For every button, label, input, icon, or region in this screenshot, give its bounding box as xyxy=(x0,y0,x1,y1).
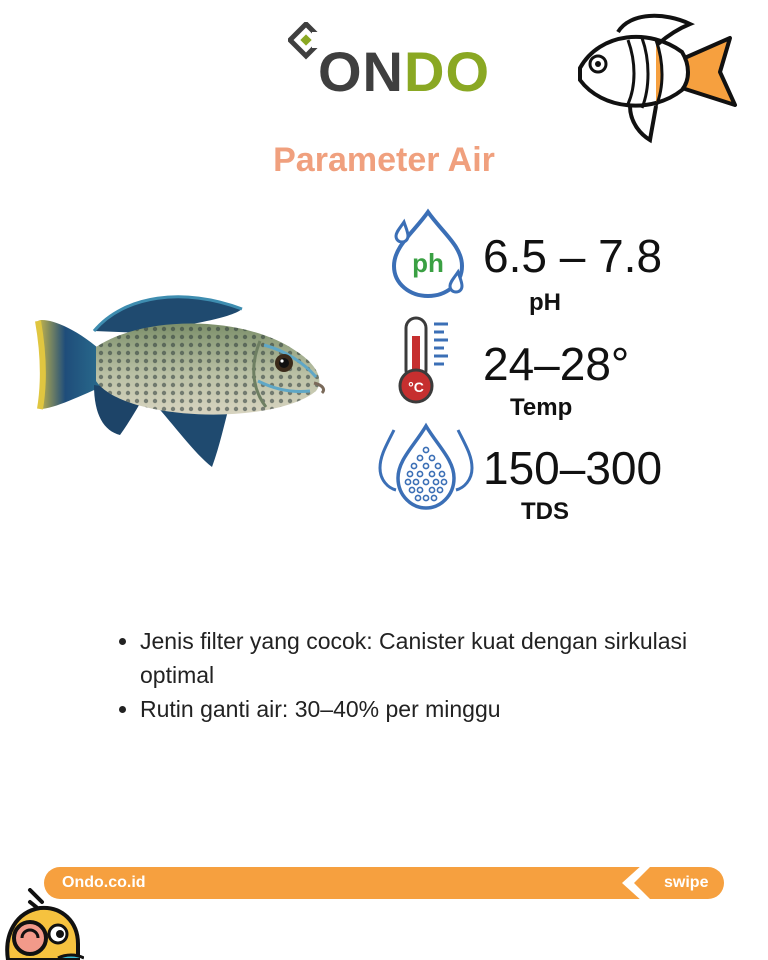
thermometer-icon xyxy=(384,314,474,406)
list-item: • Rutin ganti air: 30–40% per minggu xyxy=(140,692,720,726)
swipe-button[interactable]: swipe xyxy=(664,874,709,891)
tds-drops-icon xyxy=(376,420,476,512)
svg-text:°C: °C xyxy=(408,379,424,395)
cartoon-snail-mascot-icon xyxy=(0,888,84,960)
temp-value: 24–28° xyxy=(483,338,630,390)
care-notes-list xyxy=(112,624,720,726)
list-item: • Jenis filter yang cocok: Canister kuat dengan sirkulasi optimal xyxy=(140,624,720,692)
ph-label: pH xyxy=(529,289,561,316)
ph-value: 6.5 – 7.8 xyxy=(483,230,663,282)
temp-label: Temp xyxy=(510,394,573,421)
logo-text-on: ON xyxy=(318,40,404,103)
ph-drop-icon xyxy=(384,206,474,298)
page-title: Parameter Air xyxy=(273,141,495,179)
site-link[interactable]: Ondo.co.id xyxy=(62,874,146,891)
logo-text-do: DO xyxy=(404,40,490,103)
tds-value: 150–300 xyxy=(483,442,663,494)
tds-label: TDS xyxy=(521,498,569,525)
cartoon-orange-fish-icon xyxy=(570,10,740,145)
green-terror-cichlid-fish-photo xyxy=(34,285,330,475)
ondo-logo xyxy=(318,40,490,103)
svg-text:ph: ph xyxy=(412,248,444,278)
chevron-left-icon xyxy=(612,862,652,904)
